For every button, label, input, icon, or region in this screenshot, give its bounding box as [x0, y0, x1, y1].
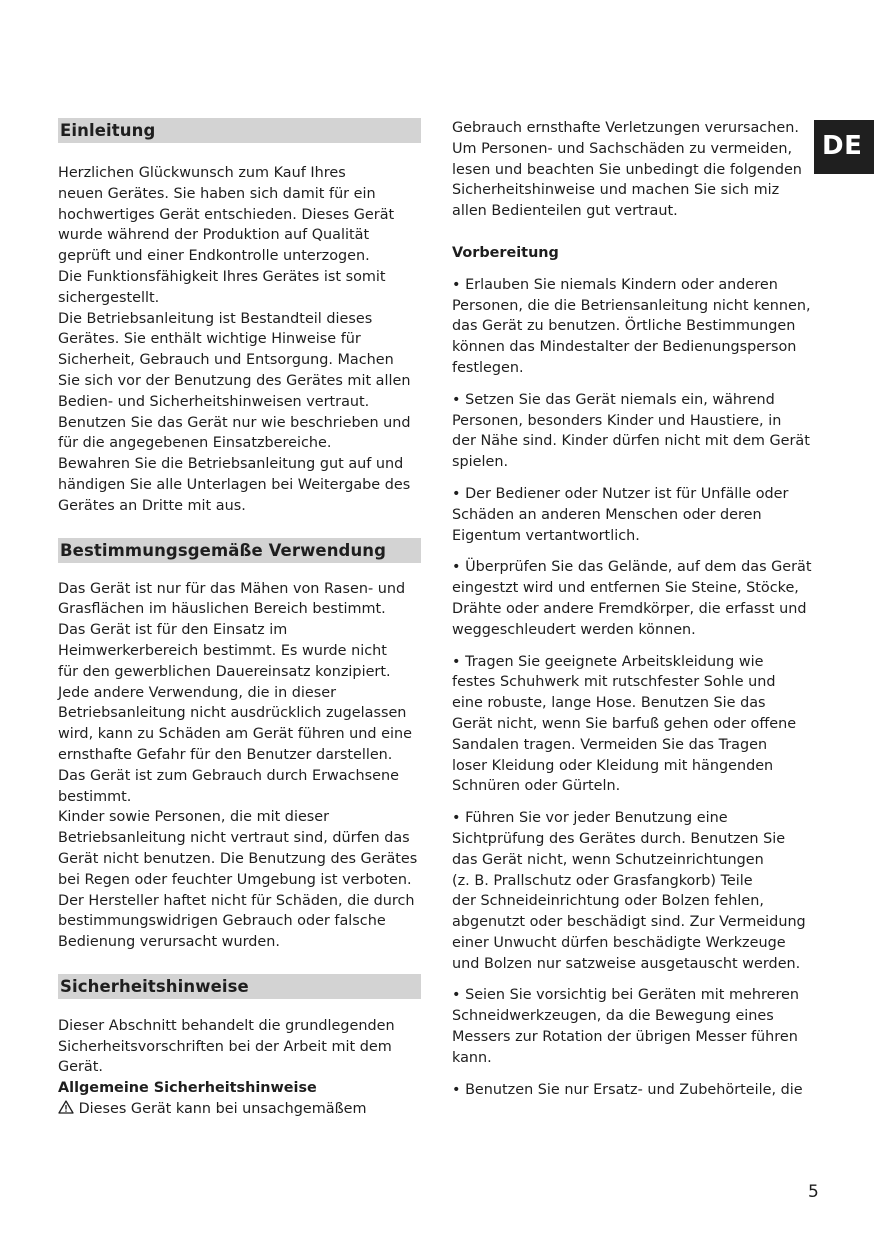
warning-line: [58, 1099, 421, 1120]
bullet-item: • Setzen Sie das Gerät niemals ein, während Personen, besonders Kinder und Haustiere, in der Nähe sind. Kinder dürfen nicht mit dem Gerät spielen.: [452, 391, 810, 471]
left-column: [58, 118, 421, 1120]
sicherheitshinweise-text: Dieser Abschnitt behandelt die grundlegenden Sicherheitsvorschriften bei der Arbeit mit dem Gerät.: [58, 1017, 395, 1076]
page-number: 5: [808, 1182, 819, 1202]
verwendung-text: Das Gerät ist nur für das Mähen von Rasen- und Grasflächen im häuslichen Bereich bestimmt. Das Gerät ist für den Einsatz im Heimwerkerbereich bestimmt. Es wurde nicht für den gewerblichen Dauereinsatz konzipiert. Jede andere Verwendung, die in dieser Betriebsanleitung nicht ausdrücklich zugelassen wird, kann zu Schäden am Gerät führen und eine ernsthafte Gefahr für den Benutzer darstellen. Das Gerät ist zum Gebrauch durch Erwachsene bestimmt. Kinder sowie Personen, die mit dieser Betriebsanleitung nicht vertraut sind, dürfen das Gerät nicht benutzen. Die Benutzung des Gerätes bei Regen oder feuchter Umgebung ist verboten. Der Hersteller haftet nicht für Schäden, die durch bestimmungswidrigen Gebrauch oder falsche Bedienung verursacht wurden.: [58, 580, 418, 951]
bullet-item: • Benutzen Sie nur Ersatz- und Zubehörteile, die: [452, 1081, 803, 1098]
bullet-item: • Seien Sie vorsichtig bei Geräten mit mehreren Schneidwerkzeugen, da die Bewegung eines Messers zur Rotation der übrigen Messer führen kann.: [452, 987, 800, 1066]
section-heading-sicherheitshinweise: Sicherheitshinweise: [58, 974, 421, 999]
bullet-item: • Führen Sie vor jeder Benutzung eine Sichtprüfung des Gerätes durch. Benutzen Sie das Gerät nicht, wenn Schutzeinrichtungen (z. B. Prallschutz oder Grasfangkorb) Teile der Schneideinrichtung oder Bolzen fehlen, abgenutzt oder beschädigt sind. Zur Vermeidung einer Unwucht dürfen beschädigte Werkzeuge und Bolzen nur satzweise ausgetauscht werden.: [452, 810, 806, 972]
language-tab: [814, 120, 874, 174]
vorbereitung-heading: Vorbereitung: [452, 244, 559, 261]
section-heading-einleitung: Einleitung: [58, 118, 421, 143]
right-column: [452, 118, 820, 1100]
bullet-item: • Tragen Sie geeignete Arbeitskleidung wie festes Schuhwerk mit rutschfester Sohle und eine robuste, lange Hose. Benutzen Sie das Gerät nicht, wenn Sie barfuß gehen oder offene Sandalen tragen. Vermeiden Sie das Tragen loser Kleidung oder Kleidung mit hängenden Schnüren oder Gürteln.: [452, 653, 797, 795]
language-tab-label: DE: [822, 131, 863, 161]
bullet-item: • Erlauben Sie niemals Kindern oder anderen Personen, die die Betriensanleitung nicht kennen, das Gerät zu benutzen. Örtliche Bestimmungen können das Mindestalter der Bedienungsperson festlegen.: [452, 276, 811, 376]
section-heading-verwendung: Bestimmungsgemäße Verwendung: [58, 538, 421, 563]
einleitung-text: Herzlichen Glückwunsch zum Kauf Ihres neuen Gerätes. Sie haben sich damit für ein hochwertiges Gerät entschieden. Dieses Gerät wurde während der Produktion auf Qualität geprüft und einer Endkontrolle unterzogen. Die Funktionsfähigkeit Ihres Gerätes ist somit sichergestellt. Die Betriebsanleitung ist Bestandteil dieses Gerätes. Sie enthält wichtige Hinweise für Sicherheit, Gebrauch und Entsorgung. Machen Sie sich vor der Benutzung des Gerätes mit allen Bedien- und Sicherheitshinweisen vertraut. Benutzen Sie das Gerät nur wie beschrieben und für die angegebenen Einsatzbereiche. Bewahren Sie die Betriebsanleitung gut auf und händigen Sie alle Unterlagen bei Weitergabe des Gerätes an Dritte mit aus.: [58, 165, 411, 514]
warning-triangle-icon: [58, 1100, 74, 1114]
bullet-item: • Überprüfen Sie das Gelände, auf dem das Gerät eingestzt wird und entfernen Sie Steine, Stöcke, Drähte oder andere Fremdkörper, die erfasst und weggeschleudert werden können.: [452, 559, 812, 638]
bullet-item: • Der Bediener oder Nutzer ist für Unfälle oder Schäden an anderen Menschen oder deren Eigentum vertantwortlich.: [452, 485, 789, 544]
allgemeine-sicherheitshinweise-heading: Allgemeine Sicherheitshinweise: [58, 1080, 317, 1097]
continuation-text: Gebrauch ernsthafte Verletzungen verursachen. Um Personen- und Sachschäden zu vermeiden, lesen und beachten Sie unbedingt die folgenden Sicherheitshinweise und machen Sie sich miz allen Bedienteilen gut vertraut.: [452, 120, 802, 220]
warning-text: Dieses Gerät kann bei unsachgemäßem: [78, 1101, 367, 1118]
